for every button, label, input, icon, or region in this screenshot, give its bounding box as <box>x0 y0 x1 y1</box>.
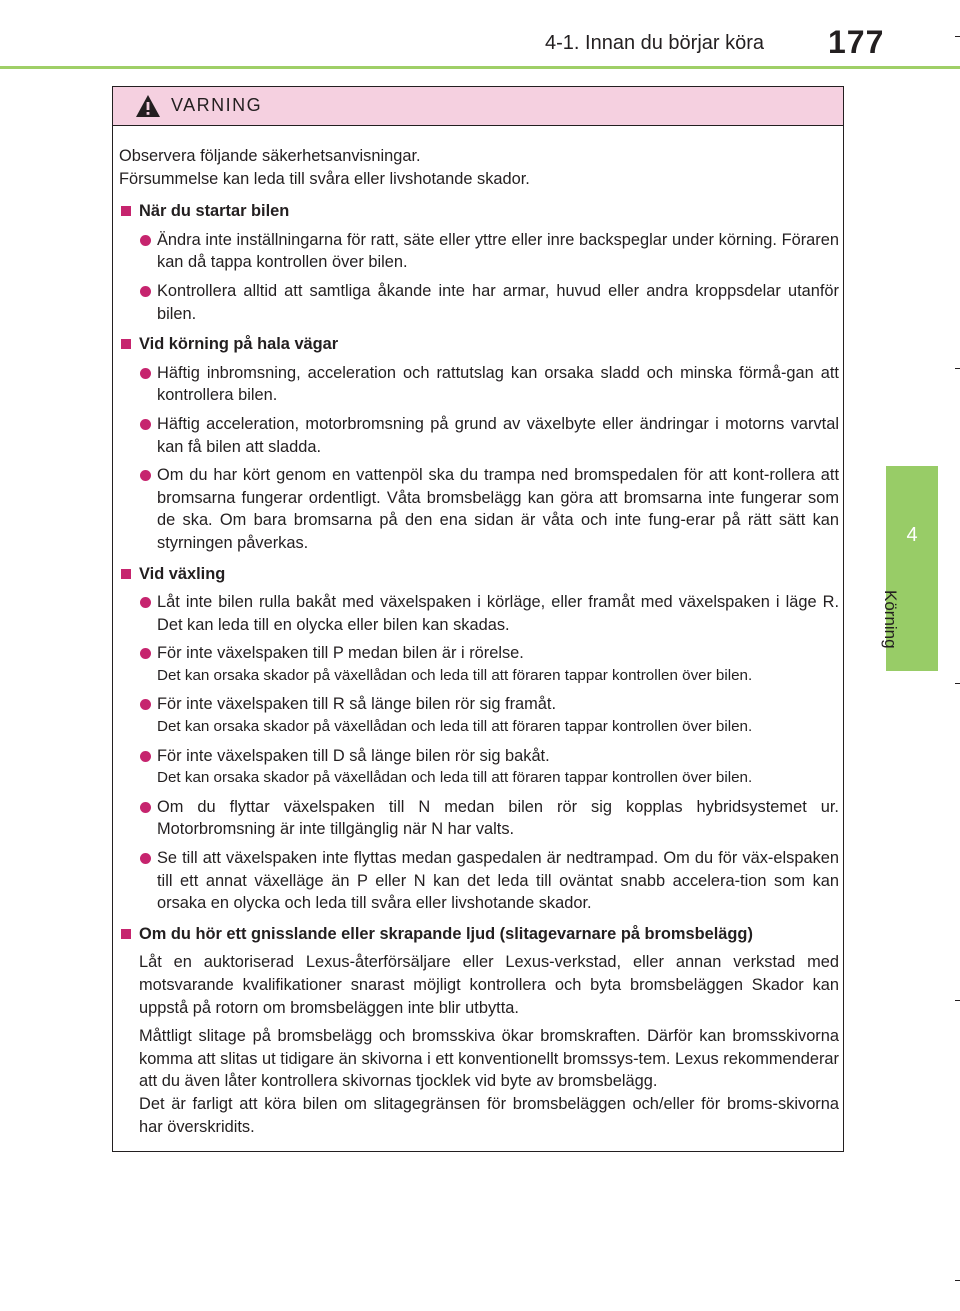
intro-line: Försummelse kan leda till svåra eller livshotande skador. <box>119 169 530 188</box>
bullet-text: För inte växelspaken till P medan bilen är i rörelse. <box>157 644 524 663</box>
crop-mark <box>955 36 960 37</box>
round-bullet-icon <box>140 286 151 297</box>
page-number: 177 <box>828 24 885 60</box>
bullet-text: Häftig acceleration, motorbromsning på grund av växelbyte eller ändringar i motorns varvtal kan få bilen att sladda. <box>157 414 839 456</box>
bullet-text: Om du flyttar växelspaken till N medan bilen rör sig kopplas hybridsystemet ur. Motorbromsning är inte tillgänglig när N har valts. <box>157 797 839 839</box>
bullet-item <box>119 745 839 790</box>
square-bullet-icon <box>121 339 131 349</box>
section-paragraph: Det är farligt att köra bilen om slitagegränsen för bromsbeläggen och/eller för broms-skivorna har överskridits. <box>139 1094 839 1136</box>
bullet-item <box>119 796 839 841</box>
bullet-text: Om du har kört genom en vattenpöl ska du trampa ned bromspedalen för att kont-rollera att bromsarna fungerar ordentligt. Våta bromsbelägg kan göra att bromsarna inte fungerar som de ska. Om bara bromsarna på den ena sidan är våta och inte fung-erar på rätt sätt kan styrningen påverkas. <box>157 466 839 552</box>
round-bullet-icon <box>140 597 151 608</box>
round-bullet-icon <box>140 853 151 864</box>
section-heading <box>119 923 839 946</box>
square-bullet-icon <box>121 929 131 939</box>
bullet-text: Låt inte bilen rulla bakåt med växelspaken i körläge, eller framåt med växelspaken i läge R. Det kan leda till en olycka eller bilen kan skadas. <box>157 593 839 634</box>
round-bullet-icon <box>140 648 151 659</box>
bullet-item <box>119 413 839 458</box>
section-heading <box>119 200 839 223</box>
warning-triangle-icon <box>135 94 161 118</box>
section-paragraph: Låt en auktoriserad Lexus-återförsäljare eller Lexus-verkstad, eller annan verkstad med motsvarande kvalifikationer snarast möjligt kontrollera och byta bromsbeläggen Skador kan uppstå på rotorn om bromsbeläggen inte blir utbytta. <box>139 953 839 1017</box>
section-heading-text: När du startar bilen <box>139 202 290 221</box>
bullet-item <box>119 847 839 915</box>
section-heading <box>119 333 839 356</box>
round-bullet-icon <box>140 235 151 246</box>
round-bullet-icon <box>140 751 151 762</box>
section-heading-text: Vid körning på hala vägar <box>139 335 339 354</box>
crop-mark <box>955 683 960 684</box>
header-rule <box>0 66 960 69</box>
section-title: 4-1. Innan du börjar köra <box>545 32 765 54</box>
round-bullet-icon <box>140 699 151 710</box>
bullet-item <box>119 464 839 554</box>
crop-mark <box>955 1280 960 1281</box>
warning-box <box>112 86 844 1152</box>
warning-content <box>119 145 839 1144</box>
warning-intro <box>119 145 839 190</box>
warning-header <box>113 87 843 126</box>
bullet-text: För inte växelspaken till D så länge bilen rör sig bakåt. <box>157 746 550 765</box>
round-bullet-icon <box>140 470 151 481</box>
bullet-text: För inte växelspaken till R så länge bilen rör sig framåt. <box>157 695 557 714</box>
square-bullet-icon <box>121 569 131 579</box>
section-heading-text: Om du hör ett gnisslande eller skrapande ljud (slitagevarnare på bromsbelägg) <box>139 924 753 943</box>
crop-mark <box>955 1000 960 1001</box>
section-paragraph: Måttligt slitage på bromsbelägg och bromsskiva ökar bromskraften. Därför kan bromsskivorna komma att slitas ut tidigare än skivorna i ett konventionellt bromssys-tem. Lexus rekommenderar att du även låter kontrollera skivornas tjocklek vid byte av bromsbelägg. <box>139 1027 839 1091</box>
bullet-item <box>119 362 839 407</box>
chapter-number: 4 <box>906 524 918 546</box>
bullet-text: Kontrollera alltid att samtliga åkande inte har armar, huvud eller andra kroppsdelar utanför bilen. <box>157 281 839 323</box>
bullet-item <box>119 280 839 325</box>
bullet-text: Se till att växelspaken inte flyttas medan gaspedalen är nedtrampad. Om du för väx-elspaken till ett annat växelläge än P eller N kan det leda till oväntat snabb accelera-tion som kan orsaka en olycka och leda till svåra eller livshotande skador. <box>157 849 839 913</box>
bullet-item <box>119 591 839 636</box>
bullet-note: Det kan orsaka skador på växellådan och leda till att föraren tappar kontrollen över bilen. <box>157 666 753 684</box>
bullet-note: Det kan orsaka skador på växellådan och leda till att föraren tappar kontrollen över bilen. <box>157 718 753 736</box>
bullet-item <box>119 229 839 274</box>
round-bullet-icon <box>140 368 151 379</box>
bullet-item <box>119 642 839 687</box>
square-bullet-icon <box>121 206 131 216</box>
section-heading <box>119 563 839 586</box>
section-heading-text: Vid växling <box>139 564 226 583</box>
warning-title: VARNING <box>171 95 263 115</box>
bullet-note: Det kan orsaka skador på växellådan och leda till att föraren tappar kontrollen över bilen. <box>157 769 753 787</box>
bullet-text: Ändra inte inställningarna för ratt, säte eller yttre eller inre backspeglar under körning. Föraren kan då tappa kontrollen över bilen. <box>157 230 839 272</box>
crop-mark <box>955 368 960 369</box>
bullet-text: Häftig inbromsning, acceleration och rattutslag kan orsaka sladd och minska förmå-gan att kontrollera bilen. <box>157 363 839 405</box>
chapter-label: Körning <box>881 590 900 649</box>
round-bullet-icon <box>140 802 151 813</box>
round-bullet-icon <box>140 419 151 430</box>
intro-line: Observera följande säkerhetsanvisningar. <box>119 147 421 165</box>
bullet-item <box>119 693 839 738</box>
